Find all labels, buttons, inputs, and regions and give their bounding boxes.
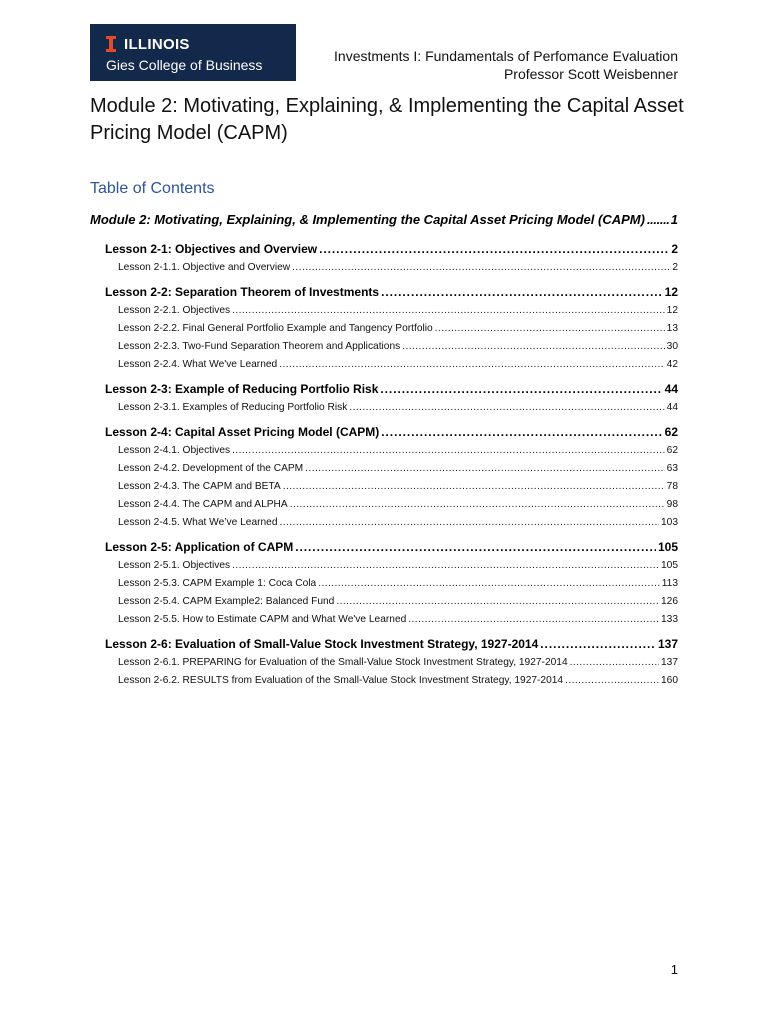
toc-dot-leader [540, 636, 656, 653]
toc-lesson-entry[interactable] [90, 241, 678, 258]
toc-entry-title: Lesson 2-5.5. How to Estimate CAPM and What We've Learned [118, 614, 407, 625]
toc-subsection-entry[interactable] [90, 356, 678, 374]
toc-entry-page: 12 [666, 305, 678, 316]
toc-dot-leader [647, 212, 669, 227]
toc-entry-title: Lesson 2-1: Objectives and Overview [105, 242, 318, 256]
toc-dot-leader [408, 611, 659, 629]
toc-entry-page: 137 [661, 657, 678, 668]
page-number: 1 [670, 962, 678, 977]
logo-name: ILLINOIS [124, 35, 190, 53]
toc-entry-title: Lesson 2-6.2. RESULTS from Evaluation of the Small-Value Stock Investment Strategy, 1927-2014 [118, 675, 564, 686]
toc-lesson-entry[interactable] [90, 381, 678, 398]
toc-subsection-entry[interactable] [90, 611, 678, 629]
toc-subsection-entry[interactable] [90, 672, 678, 690]
toc-entry-title: Lesson 2-3.1. Examples of Reducing Portfolio Risk [118, 402, 348, 413]
toc-entry-page: 78 [666, 481, 678, 492]
toc-subsection-entry[interactable] [90, 399, 678, 417]
toc-lessons [90, 241, 678, 690]
toc-subsection-entry[interactable] [90, 593, 678, 611]
toc-dot-leader [295, 539, 656, 556]
toc-entry-page: 30 [666, 341, 678, 352]
toc-dot-leader [402, 338, 664, 356]
toc-entry-page: 105 [661, 560, 678, 571]
toc-dot-leader [319, 241, 669, 258]
logo-subtitle: Gies College of Business [106, 57, 263, 73]
toc-dot-leader [570, 654, 659, 672]
toc-subsection-entry[interactable] [90, 478, 678, 496]
toc-entry-page: 103 [661, 517, 678, 528]
toc-lesson-group [90, 539, 678, 629]
toc-entry-page: 98 [666, 499, 678, 510]
toc-subsection-entry[interactable] [90, 338, 678, 356]
document-header [334, 47, 678, 83]
toc-module-entry[interactable] [90, 212, 678, 230]
toc-dot-leader [435, 320, 665, 338]
toc-entry-title: Lesson 2-4.5. What We’ve Learned [118, 517, 278, 528]
toc-lesson-group [90, 636, 678, 690]
toc-dot-leader [290, 496, 665, 514]
toc-dot-leader [349, 399, 664, 417]
toc-entry-title: Lesson 2-4.1. Objectives [118, 445, 231, 456]
toc-entry-page: 12 [664, 285, 678, 299]
toc-dot-leader [318, 575, 660, 593]
toc-subsection-entry[interactable] [90, 575, 678, 593]
toc-lesson-group [90, 424, 678, 532]
toc-entry-page: 62 [666, 445, 678, 456]
toc-entry-title: Lesson 2-1.1. Objective and Overview [118, 262, 291, 273]
toc-dot-leader [292, 259, 670, 277]
toc-entry-page: 160 [661, 675, 678, 686]
toc-entry-page: 126 [661, 596, 678, 607]
toc-entry-title: Lesson 2-6: Evaluation of Small-Value Stock Investment Strategy, 1927-2014 [105, 637, 539, 651]
professor-name: Professor Scott Weisbenner [503, 66, 678, 82]
toc-dot-leader [279, 356, 664, 374]
toc-dot-leader [232, 557, 659, 575]
toc-subsection-entry[interactable] [90, 654, 678, 672]
toc-entry-page: 2 [671, 242, 678, 256]
toc-entry-page: 1 [670, 212, 678, 227]
toc-entry-title: Lesson 2-6.1. PREPARING for Evaluation of the Small-Value Stock Investment Strategy, 1927-2014 [118, 657, 568, 668]
toc-lesson-group [90, 241, 678, 277]
toc-lesson-entry[interactable] [90, 539, 678, 556]
toc-entry-title: Lesson 2-5.3. CAPM Example 1: Coca Cola [118, 578, 317, 589]
toc-dot-leader [336, 593, 659, 611]
toc-lesson-group [90, 381, 678, 417]
toc-entry-title: Lesson 2-5: Application of CAPM [105, 540, 294, 554]
toc-entry-title: Lesson 2-4.3. The CAPM and BETA [118, 481, 281, 492]
toc-entry-title: Lesson 2-2: Separation Theorem of Investments [105, 285, 380, 299]
toc-subsection-entry[interactable] [90, 259, 678, 277]
toc-lesson-entry[interactable] [90, 284, 678, 301]
toc-entry-title: Module 2: Motivating, Explaining, & Implementing the Capital Asset Pricing Model (CAPM) [90, 212, 645, 227]
toc-lesson-entry[interactable] [90, 424, 678, 441]
block-i-icon [106, 36, 116, 52]
toc-entry-title: Lesson 2-2.1. Objectives [118, 305, 231, 316]
toc-lesson-group [90, 284, 678, 374]
toc-entry-title: Lesson 2-2.4. What We've Learned [118, 359, 278, 370]
toc-subsection-entry[interactable] [90, 496, 678, 514]
course-title: Investments I: Fundamentals of Perfomance Evaluation [334, 48, 678, 64]
toc-entry-page: 137 [657, 637, 678, 651]
toc-dot-leader [280, 514, 659, 532]
toc-lesson-entry[interactable] [90, 636, 678, 653]
toc-entry-page: 133 [661, 614, 678, 625]
toc-entry-title: Lesson 2-4.2. Development of the CAPM [118, 463, 304, 474]
toc-dot-leader [232, 442, 665, 460]
document-title: Module 2: Motivating, Explaining, & Implementing the Capital Asset Pricing Model (CAPM) [90, 95, 684, 144]
toc-subsection-entry[interactable] [90, 442, 678, 460]
toc-subsection-entry[interactable] [90, 320, 678, 338]
toc-heading: Table of Contents [90, 180, 215, 197]
toc-entry-title: Lesson 2-5.4. CAPM Example2: Balanced Fund [118, 596, 335, 607]
toc-entry-page: 2 [672, 262, 678, 273]
toc-subsection-entry[interactable] [90, 302, 678, 320]
table-of-contents [90, 209, 678, 697]
toc-subsection-entry[interactable] [90, 557, 678, 575]
toc-entry-page: 105 [657, 540, 678, 554]
illinois-gies-logo [90, 24, 296, 81]
toc-entry-title: Lesson 2-2.3. Two-Fund Separation Theorem and Applications [118, 341, 401, 352]
toc-dot-leader [232, 302, 665, 320]
toc-subsection-entry[interactable] [90, 460, 678, 478]
toc-dot-leader [305, 460, 664, 478]
toc-entry-page: 113 [661, 578, 678, 589]
toc-entry-title: Lesson 2-4: Capital Asset Pricing Model (CAPM) [105, 425, 380, 439]
toc-entry-title: Lesson 2-3: Example of Reducing Portfolio Risk [105, 382, 379, 396]
toc-entry-title: Lesson 2-4.4. The CAPM and ALPHA [118, 499, 288, 510]
toc-subsection-entry[interactable] [90, 514, 678, 532]
toc-entry-page: 42 [666, 359, 678, 370]
toc-dot-leader [380, 381, 662, 398]
toc-dot-leader [381, 284, 663, 301]
toc-dot-leader [565, 672, 659, 690]
toc-entry-page: 44 [664, 382, 678, 396]
toc-entry-page: 63 [666, 463, 678, 474]
toc-entry-title: Lesson 2-5.1. Objectives [118, 560, 231, 571]
toc-dot-leader [283, 478, 665, 496]
toc-dot-leader [381, 424, 662, 441]
toc-entry-page: 13 [666, 323, 678, 334]
toc-entry-page: 62 [664, 425, 678, 439]
toc-entry-page: 44 [666, 402, 678, 413]
toc-entry-title: Lesson 2-2.2. Final General Portfolio Example and Tangency Portfolio [118, 323, 433, 334]
